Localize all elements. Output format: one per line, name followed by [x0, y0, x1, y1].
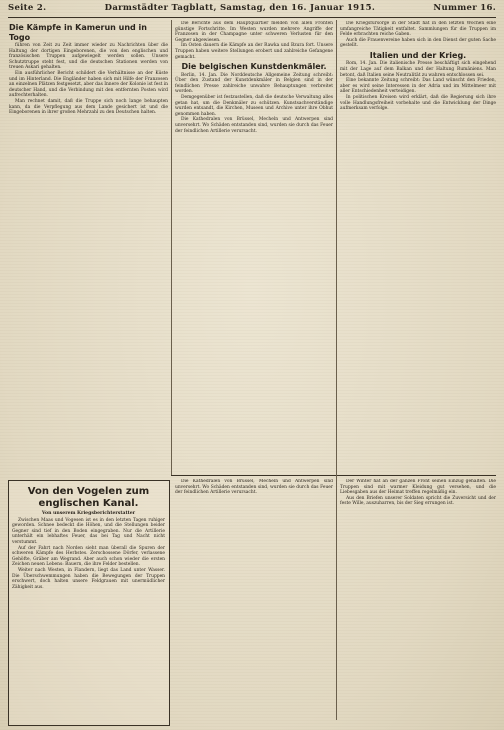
masthead-date: Darmstädter Tagblatt, Samstag, den 16. Januar 1915. — [104, 3, 376, 13]
page-header — [8, 3, 496, 17]
column-divider — [336, 20, 337, 475]
article-paragraph: Zwischen Maas und Vogesen ist es in den letzten Tagen ruhiger geworden. Schnee bedeckt die Höhen, und die Stellungen beider Gegner sind tief in den Boden eingegraben. Nur die Artillerie unterhält ein lebhaftes Feuer, das bei Tag und Nacht nicht verstummt. — [12, 517, 165, 545]
article-title: Die belgischen Kunstdenkmäler. — [181, 62, 327, 72]
article-byline: Von unserem Kriegsberichterstatter — [41, 511, 136, 516]
article-kamerun — [9, 21, 168, 476]
article-paragraph: Auf der Fahrt nach Norden sieht man überall die Spuren der schweren Kämpfe des Herbstes. Zerschossene Dörfer, verlassene Gehöfte, Gräber am Wegrand. Aber auch schon wieder die ersten Zeichen neuen Lebens: Bauern, die ihre Felder bestellen. — [12, 545, 165, 568]
article-bottom-middle — [175, 479, 333, 722]
article-paragraph: führen von Zeit zu Zeit immer wieder zu Nachrichten über die Haltung der dortigen Eingeborenen, die von den englischen und französischen Truppen aufgewiegelt werden sollen. Unsere Schutztruppe steht fest, und die deutschen Stationen werden von treuen Askari gehalten. — [9, 43, 168, 71]
article-paragraph: Weiter nach Westen, in Flandern, liegt das Land unter Wasser. Die Überschwemmungen haben die Bewegungen der Truppen erschwert, doch halten unsere Feldgrauen mit unermüdlicher Zähigkeit aus. — [12, 567, 165, 590]
issue-number: Nummer 16. — [433, 3, 496, 13]
article-paragraph: Auch die Frauenvereine haben sich in den Dienst der guten Sache gestellt. — [340, 37, 496, 49]
column-divider — [171, 20, 172, 475]
article-paragraph: Die Kathedralen von Brüssel, Mecheln und Antwerpen sind unversehrt. Wo Schäden entstanden sind, wurden sie durch das Feuer der feindlichen Artillerie verursacht. — [175, 479, 333, 496]
article-bottom-right — [340, 479, 496, 722]
column-divider — [336, 475, 337, 720]
section-rule — [171, 475, 496, 476]
article-paragraph: Der Winter hat an der ganzen Front seinen Einzug gehalten. Die Truppen sind mit warmer Kleidung gut versehen, und die Liebesgaben aus der Heimat treffen regelmäßig ein. — [340, 479, 496, 496]
article-middle — [175, 21, 333, 473]
article-paragraph: Im Osten dauern die Kämpfe an der Rawka und Bzura fort. Unsere Truppen haben weitere Stellungen erobert und zahlreiche Gefangene gemacht. — [175, 43, 333, 60]
article-title: Von den Vogelen zum englischen Kanal. — [27, 486, 150, 509]
article-title: Die Kämpfe in Kamerun und in Togo — [9, 23, 147, 42]
article-paragraph: In politischen Kreisen wird erklärt, daß die Regierung sich ihre volle Handlungsfreiheit vorbehalte und die Entwicklung der Dinge aufmerksam verfolge. — [340, 95, 496, 112]
article-paragraph: Aus den Briefen unserer Soldaten spricht die Zuversicht und der feste Wille, auszuharren, bis der Sieg errungen ist. — [340, 495, 496, 507]
page-number: Seite 2. — [8, 3, 47, 13]
article-paragraph: Man rechnet damit, daß die Truppe sich noch lange behaupten kann, da die Verpflegung aus dem Lande gesichert ist und die Eingeborenen in ihrer großen Mehrzahl zu den Deutschen halten. — [9, 98, 168, 116]
article-right — [340, 21, 496, 473]
article-title: Italien und der Krieg. — [369, 50, 467, 60]
article-paragraph: Berlin, 14. Jan. Die Norddeutsche Allgemeine Zeitung schreibt: Über den Zustand der Kunstdenkmäler in Belgien sind in der feindlichen Presse zahlreiche unwahre Behauptungen verbreitet worden. — [175, 72, 333, 95]
article-paragraph: Demgegenüber ist festzustellen, daß die deutsche Verwaltung alles getan hat, um die Denkmäler zu schützen. Kunstsachverständige wurden entsandt, die Kirchen, Museen und Archive unter ihre Obhut genommen haben. — [175, 95, 333, 117]
header-rule — [8, 17, 496, 18]
article-paragraph: Die Kathedralen von Brüssel, Mecheln und Antwerpen sind unversehrt. Wo Schäden entstanden sind, wurden sie durch das Feuer der feindlichen Artillerie verursacht. — [175, 117, 333, 134]
article-paragraph: Die Kriegsfürsorge in der Stadt hat in den letzten Wochen eine umfangreiche Tätigkeit entfaltet. Sammlungen für die Truppen im Felde erbrachten reiche Gaben. — [340, 21, 496, 38]
article-vogelen — [12, 484, 165, 720]
article-paragraph: Die Berichte aus dem Hauptquartier melden von allen Fronten günstige Fortschritte. Im Westen wurden mehrere Angriffe der Franzosen in der Champagne unter schweren Verlusten für den Gegner abgewiesen. — [175, 21, 333, 43]
article-paragraph: Ein ausführlicher Bericht schildert die Verhältnisse an der Küste und im Hinterland. Die Engländer haben sich mit Hilfe der Franzosen an einzelnen Plätzen festgesetzt, aber das Innere der Kolonie ist fest in deutscher Hand, und die Verbindung mit den entfernten Posten wird aufrechterhalten. — [9, 70, 168, 99]
article-paragraph: Rom, 14. Jan. Die italienische Presse beschäftigt sich eingehend mit der Lage auf dem Balkan und der Haltung Rumäniens. Man betont, daß Italien seine Neutralität zu wahren entschlossen sei. — [340, 61, 496, 78]
article-paragraph: Eine bekannte Zeitung schreibt: Das Land wünscht den Frieden, aber es wird seine Interessen in der Adria und im Mittelmeer mit aller Entschiedenheit verteidigen. — [340, 78, 496, 95]
